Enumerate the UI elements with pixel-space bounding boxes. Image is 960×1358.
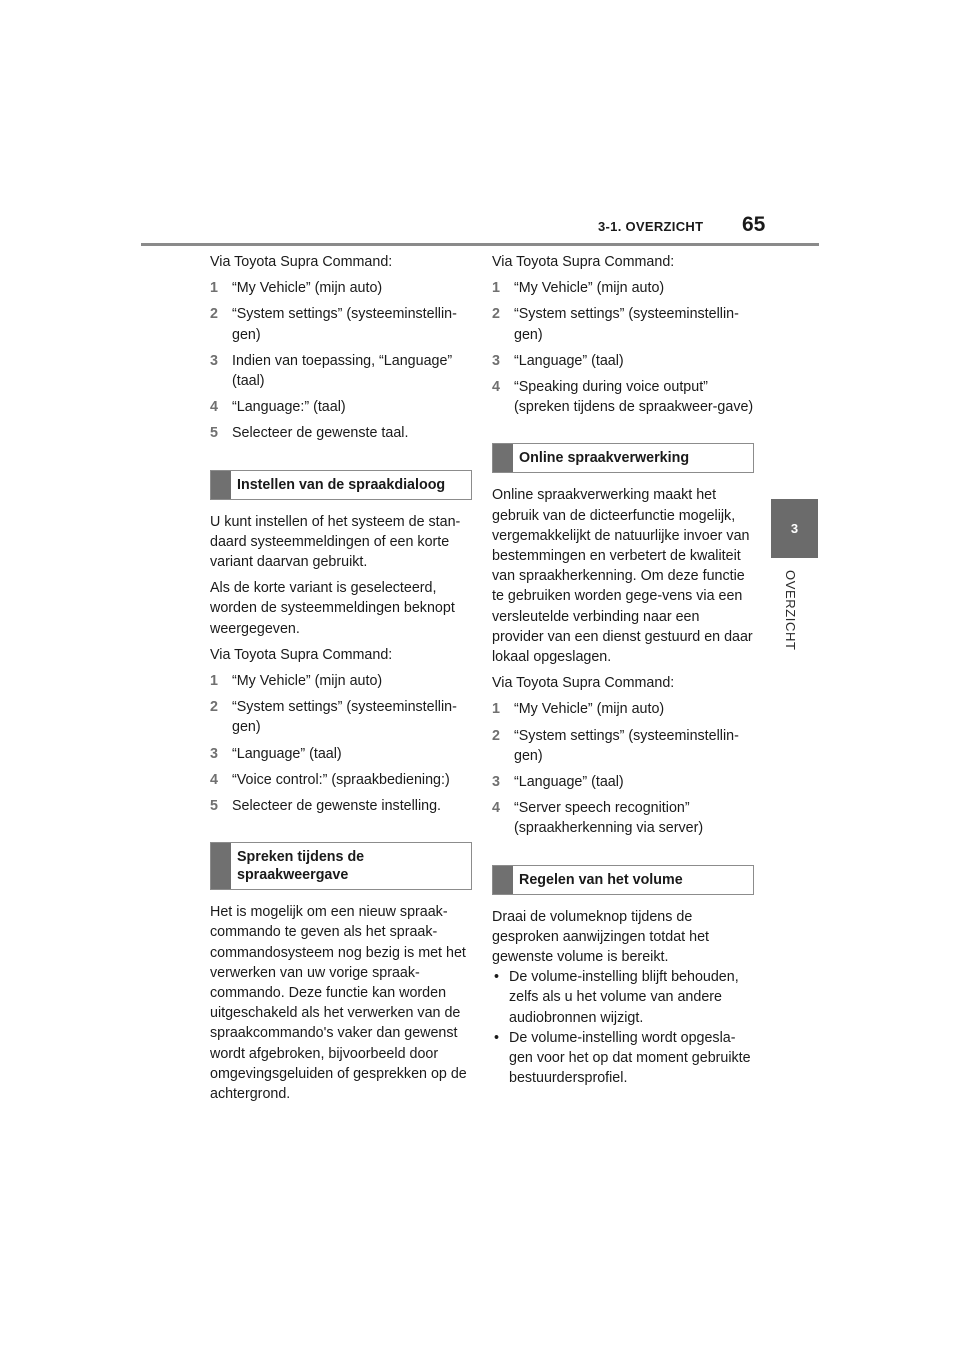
intro-text: Via Toyota Supra Command: (210, 254, 393, 270)
paragraph: Draai de volumeknop tijdens de gesproken aanwijzingen totdat het gewenste volume is bereikt. (492, 908, 709, 966)
step-text: Indien van toepassing, “Language” (taal) (232, 352, 453, 390)
step-text: “Language:” (taal) (232, 399, 346, 416)
step-item (210, 744, 472, 764)
step-item (210, 770, 472, 790)
heading-marker (211, 843, 231, 889)
step-item (210, 423, 472, 443)
step-text: Selecteer de gewenste instelling. (232, 798, 442, 815)
step-text: “My Vehicle” (mijn auto) (514, 280, 665, 297)
step-number: 5 (210, 425, 218, 442)
step-text: “My Vehicle” (mijn auto) (514, 701, 665, 718)
step-item (492, 699, 754, 719)
step-number: 1 (492, 280, 500, 297)
bullet-marker: • (494, 969, 500, 986)
step-text: “System settings” (systeeminstellin-gen) (514, 306, 739, 343)
paragraph: U kunt instellen of het systeem de stan-daard systeemmeldingen of een korte variant daarvan gebruikt. (210, 513, 461, 571)
step-number: 2 (492, 306, 500, 323)
paragraph: Als de korte variant is geselecteerd, worden de systeemmeldingen beknopt weergegeven. (210, 580, 455, 637)
paragraph: Het is mogelijk om een nieuw spraak-commando te geven als het spraak-commandosysteem nog bezig is met het verwerken van uw vorige spraak-commando. Deze functie kan worden uitgeschakeld als het verwerken van de spraakcommando's vaker dan gewenst wordt afgebroken, bijvoorbeeld door omgevingsgeluiden of gesprekken op de achtergrond. (210, 904, 467, 1103)
step-number: 3 (210, 352, 218, 369)
step-text: Selecteer de gewenste taal. (232, 425, 409, 442)
bullet-text: De volume-instelling blijft behouden, zelfs als u het volume van andere audiobronnen wijzigt. (509, 969, 739, 1026)
step-item (210, 397, 472, 417)
step-text: “My Vehicle” (mijn auto) (232, 280, 383, 297)
heading-marker (493, 444, 513, 472)
heading-text: Spreken tijdens de spraakweergave (237, 849, 365, 884)
section-heading (210, 470, 472, 500)
step-item (492, 351, 754, 371)
heading-text: Online spraakverwerking (519, 450, 690, 467)
step-item (210, 278, 472, 298)
bullet-item (492, 967, 754, 1028)
step-item (492, 772, 754, 792)
bullet-list (492, 967, 754, 1088)
bullet-item (492, 1028, 754, 1089)
step-text: “System settings” (systeeminstellin-gen) (232, 306, 457, 343)
step-text: “System settings” (systeeminstellin-gen) (514, 727, 739, 764)
right-column (492, 252, 754, 1089)
bullet-text: De volume-instelling wordt opgesla-gen voor het op dat moment gebruikte bestuurdersprofiel. (509, 1029, 751, 1087)
step-number: 2 (210, 306, 218, 323)
step-text: “Language” (taal) (232, 745, 342, 762)
step-text: “Language” (taal) (514, 774, 624, 791)
step-number: 3 (210, 745, 218, 762)
step-number: 3 (492, 352, 500, 369)
page-number: 65 (742, 213, 766, 236)
step-item (492, 798, 754, 838)
heading-text: Instellen van de spraakdialoog (237, 476, 446, 493)
step-text: “My Vehicle” (mijn auto) (232, 673, 383, 690)
step-item (492, 726, 754, 766)
step-number: 4 (210, 771, 218, 788)
step-item (210, 796, 472, 816)
step-number: 2 (210, 699, 218, 716)
section-heading (210, 842, 472, 890)
step-number: 1 (210, 673, 218, 690)
section-heading (492, 865, 754, 895)
step-item (210, 304, 472, 344)
step-text: “Server speech recognition” (spraakherkenning via server) (514, 800, 704, 837)
steps-list (210, 671, 472, 816)
header-rule (141, 243, 819, 246)
step-item (210, 351, 472, 391)
intro-text: Via Toyota Supra Command: (492, 675, 675, 692)
step-number: 2 (492, 727, 500, 744)
paragraph: Online spraakverwerking maakt het gebruik van de dicteerfunctie mogelijk, vergemakkelijkt de natuurlijke invoer van bestemmingen en verbetert de kwaliteit van spraakherkenning. Om deze functie te gebruiken worden gege-vens via een versleutelde verbinding naar een provider van een dienst gestuurd en daar lokaal opgeslagen. (492, 487, 753, 666)
step-item (492, 377, 754, 417)
heading-marker (211, 471, 231, 499)
chapter-tab: 3 (771, 499, 818, 558)
section-heading (492, 443, 754, 473)
bullet-marker: • (494, 1029, 500, 1046)
left-column (210, 252, 472, 1110)
intro-text: Via Toyota Supra Command: (492, 254, 675, 270)
step-item (492, 304, 754, 344)
step-number: 1 (492, 701, 500, 718)
steps-list (492, 699, 754, 838)
step-item (210, 671, 472, 691)
steps-list (492, 278, 754, 417)
step-item (210, 697, 472, 737)
heading-marker (493, 866, 513, 894)
step-number: 3 (492, 774, 500, 791)
step-item (492, 278, 754, 298)
steps-list (210, 278, 472, 443)
chapter-side-label: OVERZICHT (783, 570, 798, 651)
step-number: 4 (492, 379, 500, 396)
intro-text: Via Toyota Supra Command: (210, 646, 393, 663)
step-number: 4 (210, 399, 218, 416)
heading-text: Regelen van het volume (519, 871, 683, 888)
step-number: 5 (210, 798, 218, 815)
step-number: 4 (492, 800, 500, 817)
step-number: 1 (210, 280, 218, 297)
step-text: “Voice control:” (spraakbediening:) (232, 771, 450, 788)
step-text: “System settings” (systeeminstellin-gen) (232, 699, 457, 736)
step-text: “Language” (taal) (514, 352, 624, 369)
step-text: “Speaking during voice output” (spreken tijdens de spraakweer-gave) (514, 379, 754, 416)
section-header: 3-1. OVERZICHT (598, 219, 704, 234)
